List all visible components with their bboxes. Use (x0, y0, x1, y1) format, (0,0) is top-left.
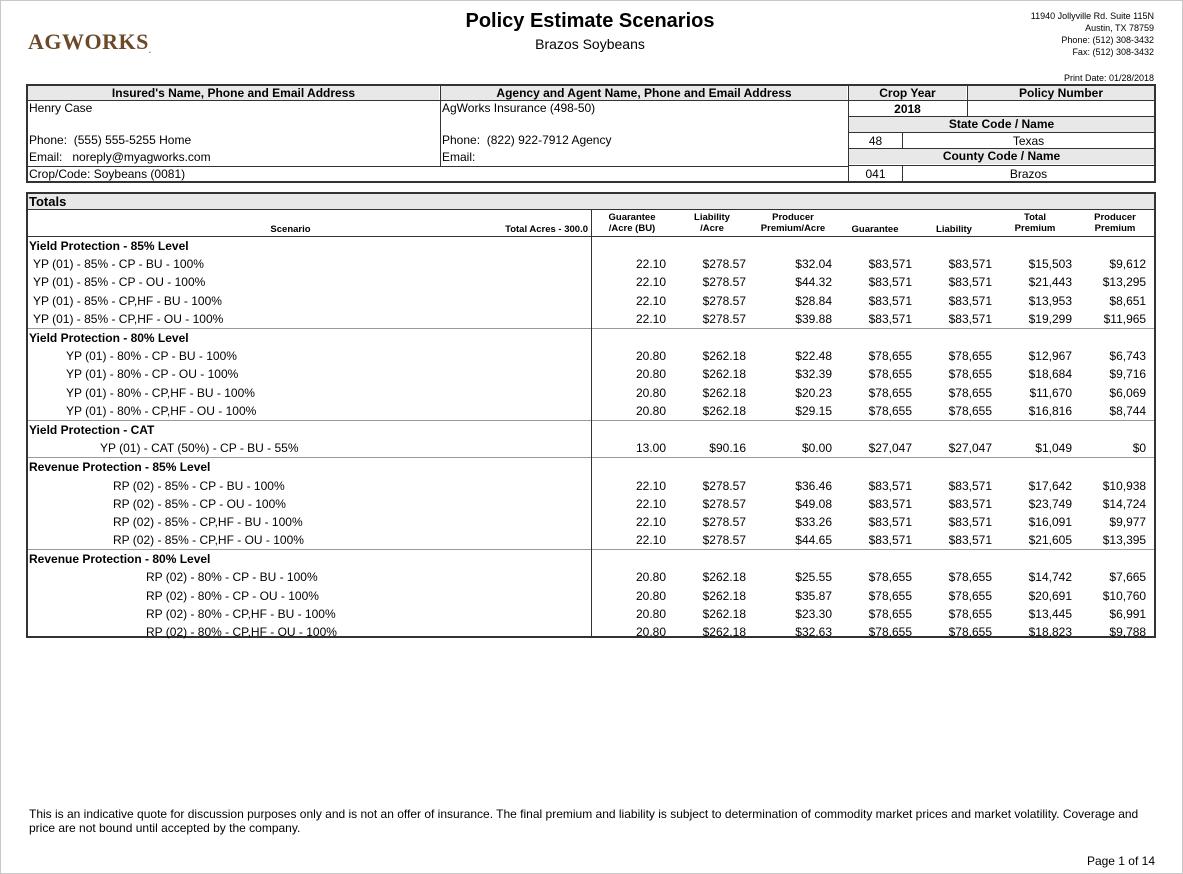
scenario-value: $12,967 (1028, 349, 1072, 364)
scenario-value: 20.80 (635, 349, 666, 364)
scenario-value: $278.57 (702, 478, 746, 493)
scenario-value: $22.48 (795, 349, 832, 364)
scenario-value: $83,571 (868, 275, 912, 290)
scenario-name: RP (02) - 80% - CP,HF - OU - 100% (146, 625, 337, 640)
scenario-value: $44.32 (795, 275, 832, 290)
column-headers (28, 210, 1154, 237)
col-liability: Liability (936, 224, 972, 235)
scenario-value: $11,965 (1103, 311, 1147, 326)
scenario-value: $83,571 (948, 533, 992, 548)
scenario-value: $16,816 (1028, 403, 1072, 418)
scenario-value: $18,684 (1028, 367, 1072, 382)
scenario-value: $23,749 (1028, 496, 1072, 511)
scenario-value: 20.80 (635, 403, 666, 418)
address-line1: 11940 Jollyville Rd. Suite 115N (1030, 11, 1154, 21)
scenario-value: 20.80 (635, 606, 666, 621)
scenario-value: $18,823 (1028, 625, 1072, 640)
company-address (1031, 10, 1154, 58)
scenario-value: $32.04 (795, 257, 832, 272)
scenario-value: $78,655 (868, 588, 912, 603)
scenario-value: $278.57 (702, 257, 746, 272)
group-title: Revenue Protection - 80% Level (29, 552, 211, 567)
scenario-value: $90.16 (709, 441, 746, 456)
scenario-value: $262.18 (702, 606, 746, 621)
scenario-value: $39.88 (795, 311, 832, 326)
scenario-value: $19,299 (1028, 311, 1072, 326)
scenario-value: 22.10 (635, 293, 666, 308)
scenario-value: $6,069 (1109, 385, 1147, 400)
insured-name: Henry Case (29, 101, 93, 115)
scenario-value: $262.18 (702, 367, 746, 382)
page-title: Policy Estimate Scenarios (465, 10, 715, 32)
scenario-value: $9,716 (1109, 367, 1147, 382)
scenario-value: $278.57 (702, 275, 746, 290)
scenario-value: $15,503 (1028, 257, 1072, 272)
scenario-value: $11,670 (1029, 385, 1072, 400)
crop-year-header: Crop Year (849, 86, 966, 100)
crop-code (29, 167, 185, 181)
scenario-value: $83,571 (948, 496, 992, 511)
scenario-value: $278.57 (702, 293, 746, 308)
address-fax: Fax: (512) 308-3432 (1072, 47, 1154, 57)
group-title: Yield Protection - 80% Level (29, 331, 189, 346)
scenario-value: $9,612 (1109, 257, 1147, 272)
print-date: Print Date: 01/28/2018 (1063, 73, 1154, 83)
scenario-value: 20.80 (635, 385, 666, 400)
scenario-value: $78,655 (948, 588, 992, 603)
scenario-value: $278.57 (702, 496, 746, 511)
scenario-value: $262.18 (702, 385, 746, 400)
scenario-value: $78,655 (948, 367, 992, 382)
scenario-value: $0.00 (801, 441, 832, 456)
scenario-name: RP (02) - 80% - CP - OU - 100% (146, 588, 319, 603)
scenario-value: $20.23 (795, 385, 832, 400)
scenario-value: $78,655 (948, 570, 992, 585)
state-name: Texas (1012, 134, 1045, 148)
scenario-value: $83,571 (948, 275, 992, 290)
scenario-value: $8,651 (1109, 293, 1147, 308)
scenario-value: $13,295 (1102, 275, 1147, 290)
scenario-value: $78,655 (948, 625, 992, 640)
scenario-value: $278.57 (702, 533, 746, 548)
county-code: 041 (865, 167, 886, 181)
scenario-name: RP (02) - 85% - CP - BU - 100% (113, 478, 285, 493)
crop-code-value: Soybeans (0081) (93, 167, 186, 181)
scenario-value: $14,742 (1028, 570, 1072, 585)
scenario-value: 20.80 (635, 570, 666, 585)
crop-year-value: 2018 (894, 102, 921, 116)
scenario-name: RP (02) - 80% - CP,HF - BU - 100% (146, 606, 336, 621)
page-subtitle: Brazos Soybeans (535, 36, 645, 52)
scenario-value: $6,991 (1109, 606, 1147, 621)
scenario-value: 20.80 (635, 367, 666, 382)
scenario-value: $33.26 (795, 514, 832, 529)
scenario-value: 22.10 (635, 257, 666, 272)
scenario-value: $35.87 (795, 588, 832, 603)
scenario-value: $78,655 (868, 625, 912, 640)
scenario-value: $8,744 (1109, 403, 1147, 418)
scenario-value: $16,091 (1028, 514, 1072, 529)
scenario-value: $27,047 (868, 441, 912, 456)
col-producer-premium: Producer Premium (1094, 212, 1136, 234)
scenario-value: $262.18 (702, 570, 746, 585)
scenario-value: $14,724 (1102, 496, 1147, 511)
scenario-value: $21,605 (1028, 533, 1072, 548)
scenario-value: $10,938 (1102, 478, 1147, 493)
scenario-value: $21,443 (1028, 275, 1072, 290)
col-producer-premium-acre: Producer Premium/Acre (760, 212, 826, 234)
col-total-acres: Total Acres - 300.0 (505, 224, 588, 235)
scenario-value: $78,655 (948, 606, 992, 621)
scenario-name: YP (01) - 85% - CP,HF - BU - 100% (33, 293, 222, 308)
scenario-value: $78,655 (868, 570, 912, 585)
scenario-value: $78,655 (868, 606, 912, 621)
scenario-value: $29.15 (795, 403, 832, 418)
scenario-value: $83,571 (948, 311, 992, 326)
scenario-value: $32.63 (795, 625, 832, 640)
scenario-value: $49.08 (795, 496, 832, 511)
scenario-value: $10,760 (1102, 588, 1147, 603)
totals-table (26, 192, 1156, 638)
agworks-logo: AGWORKS. (28, 29, 152, 55)
scenario-value: 22.10 (635, 478, 666, 493)
scenario-value: $6,743 (1109, 349, 1147, 364)
scenario-value: 22.10 (635, 514, 666, 529)
scenario-value: $83,571 (948, 257, 992, 272)
scenario-value: $83,571 (868, 478, 912, 493)
agency-phone (442, 133, 611, 147)
col-scenario: Scenario (270, 224, 311, 235)
scenario-value: $78,655 (868, 367, 912, 382)
scenario-value: $13,395 (1102, 533, 1147, 548)
scenario-value: $78,655 (868, 349, 912, 364)
group-title: Yield Protection - 85% Level (29, 239, 189, 254)
scenario-name: RP (02) - 85% - CP,HF - OU - 100% (113, 533, 304, 548)
col-guarantee-acre: Guarantee /Acre (BU) (608, 212, 656, 234)
scenario-value: $262.18 (702, 349, 746, 364)
scenario-value: $262.18 (702, 625, 746, 640)
scenario-value: 22.10 (635, 311, 666, 326)
scenario-value: $83,571 (868, 514, 912, 529)
scenario-value: $20,691 (1028, 588, 1072, 603)
scenario-value: $23.30 (795, 606, 832, 621)
page-number: Page 1 of 14 (1086, 854, 1155, 868)
state-header: State Code / Name (849, 117, 1154, 132)
state-code: 48 (868, 134, 883, 148)
scenario-value: $13,445 (1028, 606, 1072, 621)
agency-name: AgWorks Insurance (498-50) (442, 101, 596, 115)
scenario-value: $278.57 (702, 311, 746, 326)
agency-phone-label: Phone: (442, 133, 481, 147)
address-line2: Austin, TX 78759 (1085, 23, 1154, 33)
scenario-value: $9,788 (1109, 625, 1147, 640)
insured-email (29, 150, 211, 164)
scenario-value: $278.57 (702, 514, 746, 529)
scenario-name: RP (02) - 85% - CP - OU - 100% (113, 496, 286, 511)
scenario-value: $36.46 (795, 478, 832, 493)
scenario-name: YP (01) - 85% - CP - OU - 100% (33, 275, 206, 290)
agency-phone-value: (822) 922-7912 Agency (486, 133, 612, 147)
scenario-value: $83,571 (868, 311, 912, 326)
scenario-value: $262.18 (702, 403, 746, 418)
scenario-value: 20.80 (635, 625, 666, 640)
insured-phone-label: Phone: (29, 133, 68, 147)
scenario-value: $1,049 (1035, 441, 1072, 456)
scenario-name: YP (01) - 80% - CP - BU - 100% (66, 349, 237, 364)
col-guarantee: Guarantee (851, 224, 899, 235)
scenario-name: YP (01) - 85% - CP - BU - 100% (33, 257, 204, 272)
scenario-value: $17,642 (1028, 478, 1072, 493)
scenario-value: $78,655 (948, 385, 992, 400)
scenario-value: $78,655 (868, 403, 912, 418)
policy-number-header: Policy Number (968, 86, 1154, 100)
group-title: Revenue Protection - 85% Level (29, 460, 211, 475)
scenario-name: YP (01) - 80% - CP - OU - 100% (66, 367, 239, 382)
agency-email-label: Email: (442, 150, 476, 164)
county-name: Brazos (1009, 167, 1048, 181)
scenario-value: $9,977 (1109, 514, 1147, 529)
agency-header: Agency and Agent Name, Phone and Email Address (441, 86, 847, 100)
scenario-value: $78,655 (868, 385, 912, 400)
scenario-value: $83,571 (868, 496, 912, 511)
insured-phone (29, 133, 191, 147)
scenario-value: $83,571 (868, 257, 912, 272)
insured-phone-value: (555) 555-5255 Home (73, 133, 192, 147)
crop-code-label: Crop/Code: (29, 167, 91, 181)
scenario-value: $83,571 (948, 478, 992, 493)
scenario-value: $0 (1132, 441, 1147, 456)
scenario-name: YP (01) - 80% - CP,HF - OU - 100% (66, 403, 257, 418)
col-liability-acre: Liability /Acre (694, 212, 730, 234)
scenario-value: 20.80 (635, 588, 666, 603)
scenario-value: $25.55 (795, 570, 832, 585)
scenario-value: 22.10 (635, 496, 666, 511)
scenario-name: YP (01) - 80% - CP,HF - BU - 100% (66, 385, 255, 400)
scenario-value: $83,571 (868, 533, 912, 548)
scenario-value: $28.84 (795, 293, 832, 308)
scenario-value: $83,571 (948, 293, 992, 308)
scenario-value: $78,655 (948, 349, 992, 364)
scenario-name: YP (01) - CAT (50%) - CP - BU - 55% (100, 441, 299, 456)
scenario-value: $83,571 (948, 514, 992, 529)
scenario-value: 13.00 (635, 441, 666, 456)
scenario-value: $44.65 (795, 533, 832, 548)
scenario-value: 22.10 (635, 533, 666, 548)
col-total-premium: Total Premium (1014, 212, 1056, 234)
scenario-value: $78,655 (948, 403, 992, 418)
address-phone: Phone: (512) 308-3432 (1061, 35, 1154, 45)
insured-email-value: noreply@myagworks.com (72, 150, 211, 164)
scenario-name: YP (01) - 85% - CP,HF - OU - 100% (33, 311, 224, 326)
totals-header: Totals (28, 194, 1154, 210)
scenario-value: $262.18 (702, 588, 746, 603)
scenario-value: $27,047 (948, 441, 992, 456)
scenario-name: RP (02) - 80% - CP - BU - 100% (146, 570, 318, 585)
scenario-value: $13,953 (1028, 293, 1072, 308)
scenario-value: $32.39 (795, 367, 832, 382)
insured-header: Insured's Name, Phone and Email Address (28, 86, 439, 100)
insured-email-label: Email: (29, 150, 63, 164)
county-header: County Code / Name (849, 149, 1154, 164)
disclaimer-text: This is an indicative quote for discussion purposes only and is not an offer of insurance. The final premium and liability is subject to determination of commodity market prices and market volatility. Coverage and price are not bound until accepted by the company. (29, 807, 1139, 835)
scenario-value: 22.10 (635, 275, 666, 290)
group-title: Yield Protection - CAT (29, 422, 155, 437)
scenario-value: $7,665 (1109, 570, 1147, 585)
scenario-name: RP (02) - 85% - CP,HF - BU - 100% (113, 514, 303, 529)
scenario-value: $83,571 (868, 293, 912, 308)
